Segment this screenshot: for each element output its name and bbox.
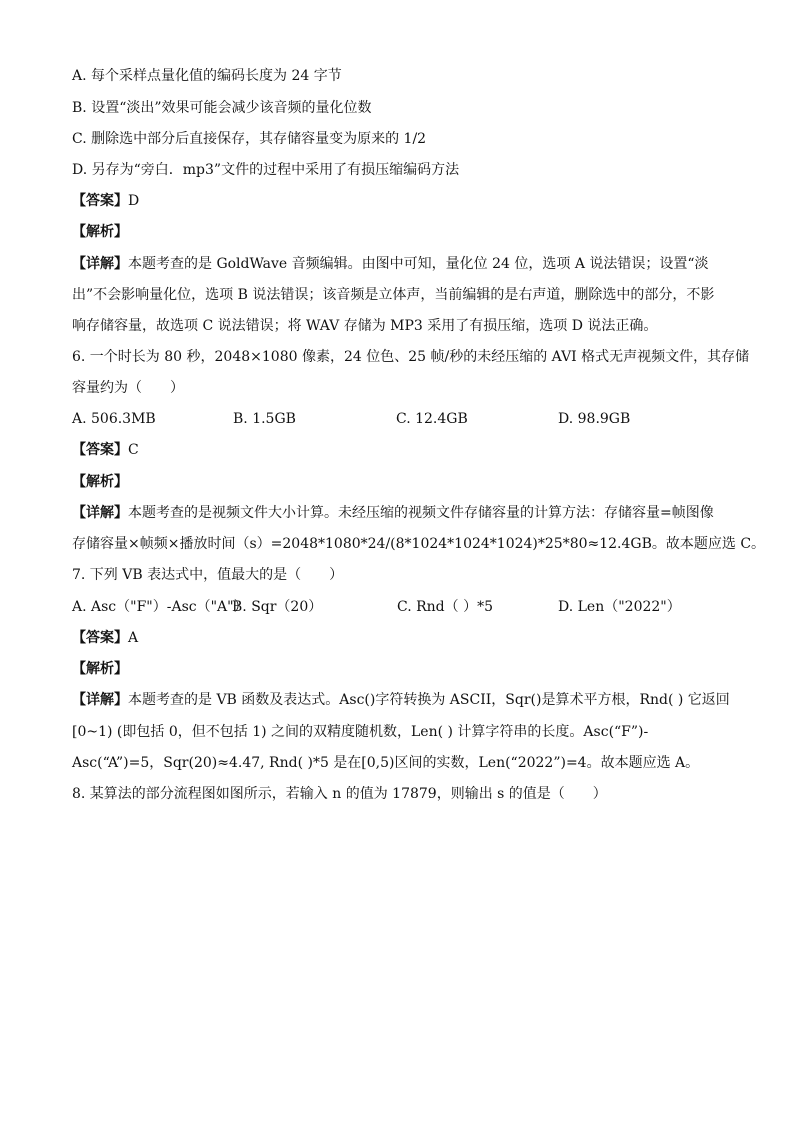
q5-option-d: D. 另存为“旁白．mp3”文件的过程中采用了有损压缩编码方法 xyxy=(72,162,460,178)
q6-answer-line xyxy=(72,440,139,460)
answer-value: D xyxy=(128,193,140,209)
q6-detail-line-2: 存储容量×帧频×播放时间（s）=2048*1080*24/(8*1024*1024*1024)*25*80≈12.4GB。故本题应选 C。 xyxy=(72,536,766,552)
q6-stem-line-1: 6. 一个时长为 80 秒，2048×1080 像素，24 位色、25 帧/秒的未经压缩的 AVI 格式无声视频文件，其存储 xyxy=(72,349,750,365)
q7-answer-line xyxy=(72,628,138,648)
detail-text: 本题考查的是 GoldWave 音频编辑。由图中可知，量化位 24 位，选项 A 说法错误；设置“淡 xyxy=(128,256,709,272)
detail-text: 本题考查的是视频文件大小计算。未经压缩的视频文件存储容量的计算方法：存储容量=帧图像 xyxy=(128,505,714,521)
answer-label: 【答案】 xyxy=(72,442,128,458)
q7-option-c: C. Rnd（ ）*5 xyxy=(397,599,493,615)
q5-option-b: B. 设置“淡出”效果可能会减少该音频的量化位数 xyxy=(72,100,372,116)
q7-detail-line-2: [0~1) (即包括 0，但不包括 1) 之间的双精度随机数，Len( ) 计算字符串的长度。Asc(“F”)- xyxy=(72,724,649,740)
q7-options-row xyxy=(72,597,726,617)
q6-options-row xyxy=(72,409,726,429)
q7-option-b: B. Sqr（20） xyxy=(232,599,323,615)
q6-option-d: D. 98.9GB xyxy=(558,411,631,427)
q7-analysis-label: 【解析】 xyxy=(72,661,128,677)
q6-detail-line-1 xyxy=(72,503,714,523)
detail-label: 【详解】 xyxy=(72,256,128,272)
q6-option-b: B. 1.5GB xyxy=(233,411,296,427)
detail-label: 【详解】 xyxy=(72,692,128,708)
q6-analysis-label: 【解析】 xyxy=(72,474,128,490)
q5-analysis-label: 【解析】 xyxy=(72,224,128,240)
q6-option-a: A. 506.3MB xyxy=(72,411,156,427)
q5-answer-line xyxy=(72,191,139,211)
q5-option-a: A. 每个采样点量化值的编码长度为 24 字节 xyxy=(72,68,342,84)
q5-detail-line-2: 出”不会影响量化位，选项 B 说法错误；该音频是立体声，当前编辑的是右声道，删除选中的部分，不影 xyxy=(72,287,715,303)
q7-detail-line-3: Asc(“A”)=5，Sqr(20)≈4.47, Rnd( )*5 是在[0,5)区间的实数，Len(“2022”)=4。故本题应选 A。 xyxy=(72,755,700,771)
q5-option-c: C. 删除选中部分后直接保存，其存储容量变为原来的 1/2 xyxy=(72,131,427,147)
q7-detail-line-1 xyxy=(72,690,730,710)
q7-stem: 7. 下列 VB 表达式中，值最大的是（ ） xyxy=(72,567,344,583)
answer-value: C xyxy=(128,442,139,458)
detail-label: 【详解】 xyxy=(72,505,128,521)
q8-stem: 8. 某算法的部分流程图如图所示，若输入 n 的值为 17879，则输出 s 的值是（ ） xyxy=(72,786,607,802)
q7-option-a: A. Asc（"F"）-Asc（"A"） xyxy=(72,599,248,615)
answer-label: 【答案】 xyxy=(72,630,128,646)
q7-option-d: D. Len（"2022"） xyxy=(558,599,681,615)
detail-text: 本题考查的是 VB 函数及表达式。Asc()字符转换为 ASCII，Sqr()是算术平方根，Rnd( ) 它返回 xyxy=(128,692,730,708)
q6-option-c: C. 12.4GB xyxy=(396,411,468,427)
answer-value: A xyxy=(128,630,139,646)
q5-detail-line-1 xyxy=(72,254,709,274)
q5-detail-line-3: 响存储容量，故选项 C 说法错误；将 WAV 存储为 MP3 采用了有损压缩，选项 D 说法正确。 xyxy=(72,318,658,334)
answer-label: 【答案】 xyxy=(72,193,128,209)
q6-stem-line-2: 容量约为（ ） xyxy=(72,380,184,396)
